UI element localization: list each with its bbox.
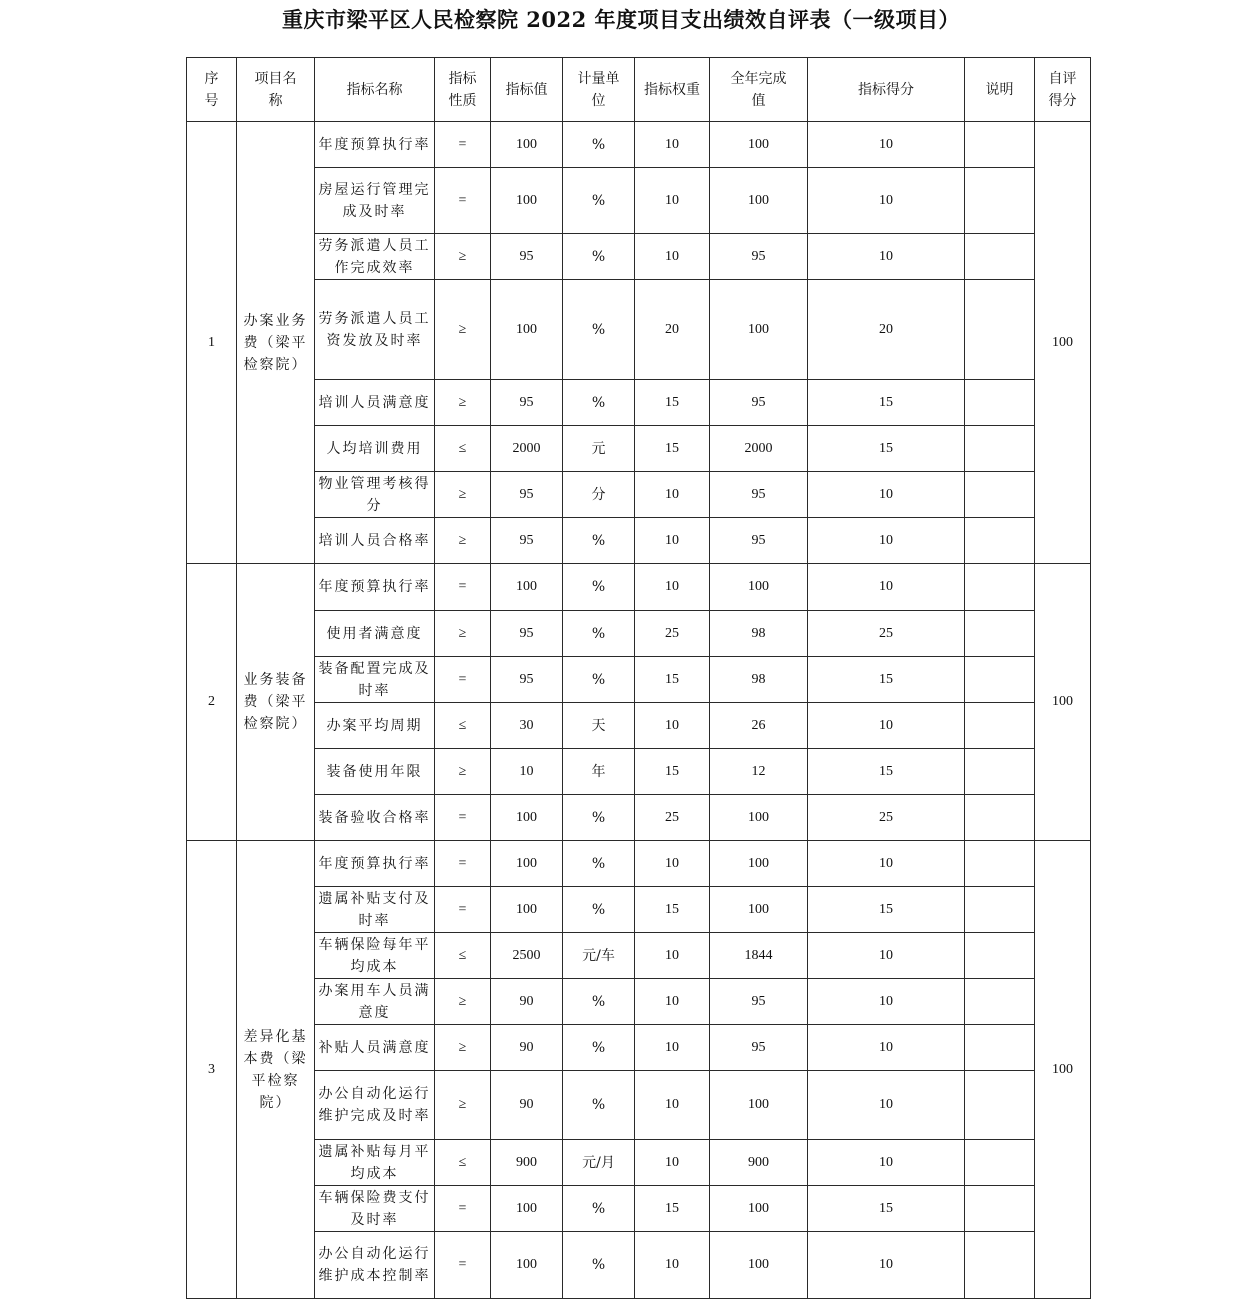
indicator-score: 10 (808, 703, 965, 749)
indicator-note (965, 979, 1035, 1025)
indicator-row (187, 979, 1091, 1025)
indicator-row (187, 1186, 1091, 1232)
indicator-note (965, 426, 1035, 472)
header-score: 指标得分 (808, 58, 965, 122)
indicator-weight: 10 (635, 933, 710, 979)
indicator-name: 办案平均周期 (315, 703, 435, 749)
indicator-nature: = (435, 1186, 491, 1232)
indicator-row (187, 1025, 1091, 1071)
indicator-weight: 10 (635, 1071, 710, 1140)
indicator-note (965, 703, 1035, 749)
indicator-name: 装备配置完成及时率 (315, 657, 435, 703)
indicator-weight: 10 (635, 1025, 710, 1071)
indicator-target: 100 (491, 122, 563, 168)
indicator-name: 人均培训费用 (315, 426, 435, 472)
indicator-actual: 95 (710, 380, 808, 426)
indicator-actual: 900 (710, 1140, 808, 1186)
indicator-unit: 分 (563, 472, 635, 518)
indicator-note (965, 122, 1035, 168)
indicator-row (187, 122, 1091, 168)
indicator-weight: 10 (635, 234, 710, 280)
indicator-weight: 15 (635, 426, 710, 472)
indicator-unit: % (563, 1025, 635, 1071)
indicator-actual: 100 (710, 564, 808, 611)
indicator-name: 办案用车人员满意度 (315, 979, 435, 1025)
indicator-weight: 10 (635, 168, 710, 234)
indicator-score: 25 (808, 611, 965, 657)
indicator-unit: 元 (563, 426, 635, 472)
indicator-nature: ≤ (435, 703, 491, 749)
indicator-note (965, 657, 1035, 703)
indicator-actual: 12 (710, 749, 808, 795)
indicator-score: 10 (808, 979, 965, 1025)
project-self-score: 100 (1035, 122, 1091, 564)
indicator-actual: 95 (710, 979, 808, 1025)
indicator-note (965, 1232, 1035, 1299)
indicator-actual: 100 (710, 887, 808, 933)
indicator-row (187, 933, 1091, 979)
indicator-note (965, 933, 1035, 979)
indicator-nature: = (435, 657, 491, 703)
header-seq: 序号 (187, 58, 237, 122)
indicator-weight: 10 (635, 472, 710, 518)
indicator-unit: 天 (563, 703, 635, 749)
indicator-nature: = (435, 168, 491, 234)
indicator-name: 装备验收合格率 (315, 795, 435, 841)
indicator-unit: % (563, 122, 635, 168)
indicator-row (187, 426, 1091, 472)
indicator-nature: = (435, 1232, 491, 1299)
indicator-note (965, 472, 1035, 518)
indicator-score: 15 (808, 380, 965, 426)
header-weight: 指标权重 (635, 58, 710, 122)
indicator-nature: ≥ (435, 518, 491, 564)
indicator-actual: 98 (710, 657, 808, 703)
indicator-name: 车辆保险费支付及时率 (315, 1186, 435, 1232)
indicator-unit: % (563, 280, 635, 380)
indicator-weight: 15 (635, 657, 710, 703)
project-seq: 3 (187, 841, 237, 1299)
indicator-score: 10 (808, 518, 965, 564)
indicator-weight: 15 (635, 380, 710, 426)
indicator-nature: ≥ (435, 749, 491, 795)
indicator-weight: 15 (635, 887, 710, 933)
indicator-weight: 25 (635, 611, 710, 657)
header-actual: 全年完成值 (710, 58, 808, 122)
indicator-name: 劳务派遣人员工资发放及时率 (315, 280, 435, 380)
indicator-score: 10 (808, 472, 965, 518)
indicator-actual: 2000 (710, 426, 808, 472)
indicator-name: 遗属补贴每月平均成本 (315, 1140, 435, 1186)
indicator-score: 10 (808, 564, 965, 611)
indicator-unit: % (563, 795, 635, 841)
indicator-weight: 10 (635, 703, 710, 749)
indicator-row (187, 168, 1091, 234)
indicator-score: 10 (808, 168, 965, 234)
indicator-name: 车辆保险每年平均成本 (315, 933, 435, 979)
indicator-nature: ≥ (435, 380, 491, 426)
indicator-target: 100 (491, 795, 563, 841)
indicator-weight: 10 (635, 518, 710, 564)
indicator-target: 2000 (491, 426, 563, 472)
indicator-unit: % (563, 1071, 635, 1140)
indicator-row (187, 380, 1091, 426)
indicator-name: 遗属补贴支付及时率 (315, 887, 435, 933)
indicator-unit: 元/月 (563, 1140, 635, 1186)
page-title: 重庆市梁平区人民检察院 2022 年度项目支出绩效自评表（一级项目） (281, 7, 961, 32)
indicator-target: 30 (491, 703, 563, 749)
indicator-row (187, 1232, 1091, 1299)
indicator-target: 100 (491, 841, 563, 887)
indicator-target: 95 (491, 657, 563, 703)
performance-table (186, 57, 1091, 1299)
indicator-weight: 15 (635, 1186, 710, 1232)
project-self-score: 100 (1035, 841, 1091, 1299)
indicator-unit: 年 (563, 749, 635, 795)
indicator-name: 办公自动化运行维护成本控制率 (315, 1232, 435, 1299)
indicator-actual: 100 (710, 280, 808, 380)
indicator-unit: % (563, 979, 635, 1025)
indicator-actual: 98 (710, 611, 808, 657)
indicator-target: 95 (491, 472, 563, 518)
project-name: 业务装备费（梁平检察院） (237, 564, 315, 841)
header-self-score: 自评得分 (1035, 58, 1091, 122)
indicator-name: 补贴人员满意度 (315, 1025, 435, 1071)
indicator-row (187, 887, 1091, 933)
indicator-target: 100 (491, 564, 563, 611)
indicator-weight: 15 (635, 749, 710, 795)
indicator-target: 100 (491, 280, 563, 380)
indicator-unit: % (563, 168, 635, 234)
indicator-target: 900 (491, 1140, 563, 1186)
indicator-weight: 10 (635, 841, 710, 887)
indicator-target: 100 (491, 168, 563, 234)
indicator-score: 15 (808, 749, 965, 795)
indicator-weight: 10 (635, 564, 710, 611)
indicator-actual: 100 (710, 1071, 808, 1140)
indicator-name: 物业管理考核得分 (315, 472, 435, 518)
indicator-nature: = (435, 122, 491, 168)
indicator-weight: 10 (635, 1232, 710, 1299)
indicator-target: 90 (491, 979, 563, 1025)
indicator-note (965, 1025, 1035, 1071)
indicator-note (965, 749, 1035, 795)
indicator-actual: 100 (710, 1186, 808, 1232)
indicator-target: 100 (491, 887, 563, 933)
indicator-score: 10 (808, 841, 965, 887)
indicator-actual: 1844 (710, 933, 808, 979)
indicator-actual: 26 (710, 703, 808, 749)
indicator-row (187, 749, 1091, 795)
indicator-note (965, 841, 1035, 887)
indicator-note (965, 611, 1035, 657)
indicator-row (187, 234, 1091, 280)
header-target: 指标值 (491, 58, 563, 122)
indicator-nature: ≤ (435, 426, 491, 472)
indicator-name: 年度预算执行率 (315, 122, 435, 168)
header-row (187, 58, 1091, 122)
indicator-row (187, 564, 1091, 611)
header-note: 说明 (965, 58, 1035, 122)
indicator-nature: ≥ (435, 1071, 491, 1140)
indicator-score: 20 (808, 280, 965, 380)
indicator-unit: % (563, 518, 635, 564)
indicator-note (965, 234, 1035, 280)
indicator-nature: ≥ (435, 234, 491, 280)
indicator-row (187, 1071, 1091, 1140)
project-name: 差异化基本费（梁平检察院） (237, 841, 315, 1299)
header-project-name: 项目名称 (237, 58, 315, 122)
indicator-note (965, 795, 1035, 841)
indicator-nature: ≤ (435, 933, 491, 979)
indicator-unit: % (563, 1186, 635, 1232)
indicator-weight: 25 (635, 795, 710, 841)
indicator-score: 15 (808, 887, 965, 933)
indicator-score: 15 (808, 657, 965, 703)
indicator-note (965, 380, 1035, 426)
indicator-name: 培训人员合格率 (315, 518, 435, 564)
header-unit: 计量单位 (563, 58, 635, 122)
indicator-name: 使用者满意度 (315, 611, 435, 657)
indicator-score: 25 (808, 795, 965, 841)
indicator-name: 培训人员满意度 (315, 380, 435, 426)
indicator-target: 95 (491, 234, 563, 280)
indicator-row (187, 795, 1091, 841)
indicator-name: 房屋运行管理完成及时率 (315, 168, 435, 234)
indicator-nature: ≤ (435, 1140, 491, 1186)
indicator-note (965, 1186, 1035, 1232)
indicator-actual: 100 (710, 168, 808, 234)
indicator-target: 2500 (491, 933, 563, 979)
indicator-unit: 元/车 (563, 933, 635, 979)
indicator-note (965, 280, 1035, 380)
indicator-actual: 100 (710, 795, 808, 841)
indicator-target: 100 (491, 1232, 563, 1299)
indicator-score: 10 (808, 1140, 965, 1186)
indicator-actual: 100 (710, 841, 808, 887)
indicator-row (187, 472, 1091, 518)
indicator-note (965, 887, 1035, 933)
indicator-unit: % (563, 564, 635, 611)
indicator-target: 95 (491, 380, 563, 426)
indicator-row (187, 1140, 1091, 1186)
indicator-row (187, 657, 1091, 703)
indicator-name: 年度预算执行率 (315, 564, 435, 611)
indicator-target: 90 (491, 1025, 563, 1071)
indicator-note (965, 1140, 1035, 1186)
indicator-row (187, 280, 1091, 380)
indicator-name: 年度预算执行率 (315, 841, 435, 887)
indicator-target: 95 (491, 518, 563, 564)
indicator-score: 10 (808, 234, 965, 280)
indicator-row (187, 703, 1091, 749)
header-indicator-name: 指标名称 (315, 58, 435, 122)
indicator-unit: % (563, 234, 635, 280)
indicator-row (187, 611, 1091, 657)
indicator-score: 10 (808, 122, 965, 168)
indicator-nature: ≥ (435, 979, 491, 1025)
indicator-note (965, 168, 1035, 234)
indicator-nature: ≥ (435, 280, 491, 380)
indicator-weight: 10 (635, 979, 710, 1025)
indicator-unit: % (563, 841, 635, 887)
indicator-name: 劳务派遣人员工作完成效率 (315, 234, 435, 280)
indicator-name: 装备使用年限 (315, 749, 435, 795)
indicator-nature: ≥ (435, 472, 491, 518)
indicator-target: 90 (491, 1071, 563, 1140)
indicator-weight: 20 (635, 280, 710, 380)
project-self-score: 100 (1035, 564, 1091, 841)
indicator-score: 10 (808, 1232, 965, 1299)
indicator-nature: = (435, 564, 491, 611)
indicator-score: 10 (808, 1071, 965, 1140)
indicator-score: 10 (808, 933, 965, 979)
indicator-nature: = (435, 841, 491, 887)
indicator-target: 95 (491, 611, 563, 657)
indicator-note (965, 1071, 1035, 1140)
indicator-row (187, 518, 1091, 564)
indicator-actual: 100 (710, 122, 808, 168)
indicator-nature: ≥ (435, 1025, 491, 1071)
indicator-actual: 100 (710, 1232, 808, 1299)
indicator-target: 100 (491, 1186, 563, 1232)
indicator-score: 15 (808, 426, 965, 472)
indicator-weight: 10 (635, 122, 710, 168)
project-name: 办案业务费（梁平检察院） (237, 122, 315, 564)
indicator-nature: ≥ (435, 611, 491, 657)
indicator-row (187, 841, 1091, 887)
indicator-nature: = (435, 795, 491, 841)
indicator-score: 10 (808, 1025, 965, 1071)
indicator-actual: 95 (710, 518, 808, 564)
project-seq: 2 (187, 564, 237, 841)
project-seq: 1 (187, 122, 237, 564)
indicator-note (965, 564, 1035, 611)
indicator-target: 10 (491, 749, 563, 795)
header-nature: 指标性质 (435, 58, 491, 122)
indicator-name: 办公自动化运行维护完成及时率 (315, 1071, 435, 1140)
indicator-unit: % (563, 1232, 635, 1299)
indicator-score: 15 (808, 1186, 965, 1232)
indicator-nature: = (435, 887, 491, 933)
indicator-unit: % (563, 887, 635, 933)
indicator-actual: 95 (710, 472, 808, 518)
indicator-weight: 10 (635, 1140, 710, 1186)
indicator-unit: % (563, 611, 635, 657)
indicator-unit: % (563, 380, 635, 426)
indicator-unit: % (563, 657, 635, 703)
indicator-actual: 95 (710, 1025, 808, 1071)
indicator-actual: 95 (710, 234, 808, 280)
indicator-note (965, 518, 1035, 564)
